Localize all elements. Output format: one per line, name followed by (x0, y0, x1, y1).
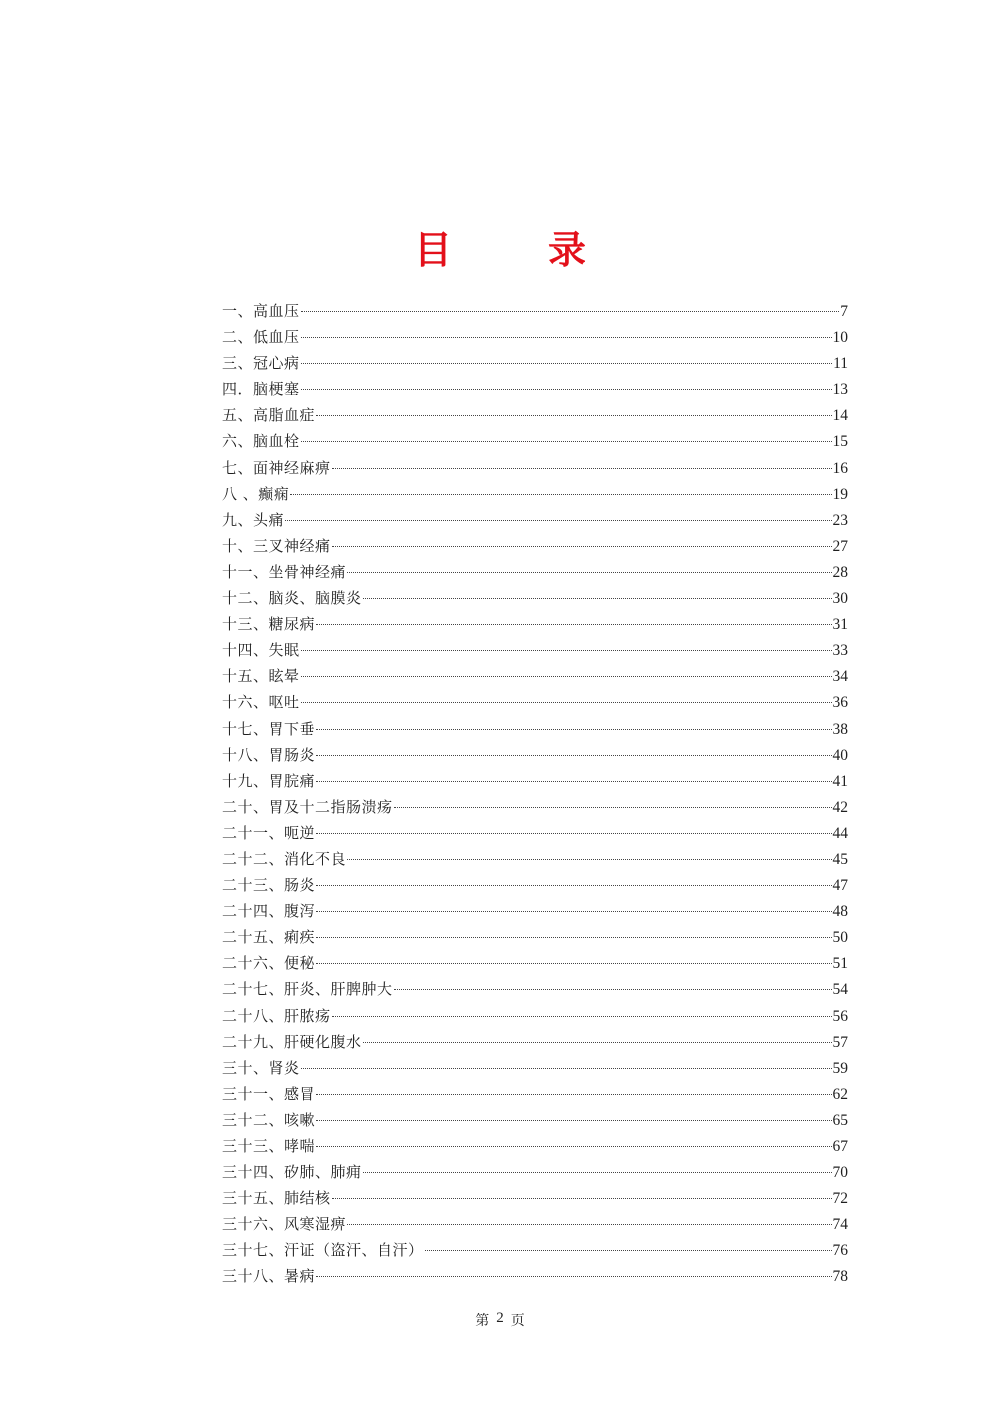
toc-dot-leader (301, 363, 833, 364)
toc-entry-label: 二十、胃及十二指肠溃疡 (222, 797, 393, 816)
toc-entry-page-number: 44 (832, 824, 848, 842)
toc-entry-label: 三十六、风寒湿痹 (222, 1215, 347, 1234)
toc-entry-label: 三十四、矽肺、肺痈 (222, 1163, 362, 1182)
toc-dot-leader (285, 520, 831, 521)
toc-dot-leader (332, 468, 832, 469)
toc-dot-leader (316, 833, 831, 834)
toc-entry[interactable] (222, 950, 848, 976)
toc-dot-leader (394, 807, 832, 808)
toc-entry[interactable] (222, 611, 848, 637)
toc-entry-label: 十三、糖尿病 (222, 615, 316, 634)
toc-entry-page-number: 78 (832, 1268, 848, 1286)
toc-dot-leader (425, 1250, 832, 1251)
toc-entry[interactable] (222, 1159, 848, 1185)
toc-dot-leader (347, 572, 831, 573)
toc-entry[interactable] (222, 481, 848, 507)
toc-entry-label: 二十六、便秘 (222, 954, 316, 973)
toc-entry-label: 三、冠心病 (222, 354, 300, 373)
toc-entry-page-number: 31 (832, 616, 848, 634)
toc-dot-leader (301, 337, 832, 338)
toc-entry-label: 四．脑梗塞 (222, 380, 300, 399)
toc-entry[interactable] (222, 298, 848, 324)
toc-entry-page-number: 47 (832, 877, 848, 895)
toc-dot-leader (347, 859, 831, 860)
toc-entry-page-number: 14 (832, 407, 848, 425)
toc-dot-leader (332, 546, 832, 547)
toc-entry[interactable] (222, 820, 848, 846)
toc-title-char-1: 目 (413, 227, 452, 272)
toc-entry-label: 六、脑血栓 (222, 432, 300, 451)
toc-entry-page-number: 72 (832, 1190, 848, 1208)
toc-entry[interactable] (222, 716, 848, 742)
toc-entry-label: 十四、失眠 (222, 641, 300, 660)
toc-entry-page-number: 42 (832, 798, 848, 816)
toc-entry-label: 十一、坐骨神经痛 (222, 562, 347, 581)
toc-entry-page-number: 50 (832, 929, 848, 947)
footer-prefix: 第 (475, 1313, 490, 1329)
toc-dot-leader (316, 624, 831, 625)
toc-entry-label: 二十七、肝炎、肝脾肿大 (222, 980, 393, 999)
toc-dot-leader (347, 1224, 831, 1225)
toc-entry[interactable] (222, 742, 848, 768)
toc-entry[interactable] (222, 324, 848, 350)
toc-entry-label: 十八、胃肠炎 (222, 745, 316, 764)
toc-entry-label: 三十二、咳嗽 (222, 1110, 316, 1129)
toc-entry[interactable] (222, 1055, 848, 1081)
toc-entry-page-number: 16 (832, 459, 848, 477)
toc-dot-leader (316, 781, 831, 782)
toc-entry-page-number: 57 (832, 1033, 848, 1051)
toc-dot-leader (316, 937, 831, 938)
toc-dot-leader (316, 1120, 831, 1121)
toc-dot-leader (394, 989, 832, 990)
toc-entry-label: 十六、呕吐 (222, 693, 300, 712)
toc-dot-leader (316, 729, 831, 730)
toc-entry[interactable] (222, 1081, 848, 1107)
toc-entry-label: 一、高血压 (222, 302, 300, 320)
toc-entry[interactable] (222, 1237, 848, 1263)
toc-entry[interactable] (222, 1211, 848, 1237)
toc-entry-page-number: 67 (832, 1138, 848, 1155)
toc-entry-label: 五、高脂血症 (222, 406, 316, 425)
toc-entry[interactable] (222, 898, 848, 924)
toc-entry[interactable] (222, 689, 848, 715)
toc-entry-page-number: 40 (832, 746, 848, 764)
toc-entry[interactable] (222, 1003, 848, 1029)
toc-entry-page-number: 65 (832, 1111, 848, 1129)
page-footer (0, 1310, 1000, 1330)
toc-entry-page-number: 30 (832, 590, 848, 608)
toc-entry-page-number: 34 (832, 668, 848, 686)
toc-entry-page-number: 33 (832, 642, 848, 660)
toc-dot-leader (363, 1042, 832, 1043)
toc-entry[interactable] (222, 585, 848, 611)
table-of-contents (222, 298, 848, 1290)
toc-entry-page-number: 45 (832, 850, 848, 868)
toc-entry-label: 八 、癫痫 (222, 484, 290, 503)
toc-dot-leader (290, 494, 831, 495)
toc-entry[interactable] (222, 976, 848, 1002)
toc-entry-label: 三十七、汗证（盗汗、自汗） (222, 1241, 424, 1260)
toc-entry-page-number: 13 (832, 381, 848, 399)
toc-dot-leader (301, 1068, 832, 1069)
toc-entry[interactable] (222, 794, 848, 820)
toc-entry[interactable] (222, 637, 848, 663)
toc-dot-leader (332, 1198, 832, 1199)
toc-entry-page-number: 15 (832, 433, 848, 451)
toc-entry-label: 十二、脑炎、脑膜炎 (222, 589, 362, 608)
toc-entry-label: 三十、肾炎 (222, 1058, 300, 1077)
toc-entry-label: 十七、胃下垂 (222, 719, 316, 738)
toc-entry-label: 二十八、肝脓疡 (222, 1006, 331, 1025)
toc-entry-label: 二十三、肠炎 (222, 876, 316, 895)
toc-entry-label: 十、三叉神经痛 (222, 536, 331, 555)
toc-entry-label: 二十九、肝硬化腹水 (222, 1032, 362, 1051)
toc-entry[interactable] (222, 846, 848, 872)
toc-dot-leader (301, 389, 832, 390)
toc-dot-leader (316, 415, 831, 416)
toc-dot-leader (363, 1172, 832, 1173)
toc-entry-page-number: 27 (832, 537, 848, 555)
toc-title-char-2: 录 (548, 227, 587, 272)
toc-entry[interactable] (222, 924, 848, 950)
toc-entry-page-number: 23 (832, 511, 848, 529)
toc-dot-leader (301, 441, 832, 442)
toc-entry[interactable] (222, 507, 848, 533)
toc-entry[interactable] (222, 1133, 848, 1159)
toc-dot-leader (316, 1094, 831, 1095)
toc-entry-page-number: 56 (832, 1007, 848, 1025)
toc-entry[interactable] (222, 428, 848, 454)
toc-entry-page-number: 28 (832, 563, 848, 581)
toc-entry[interactable] (222, 1107, 848, 1133)
toc-entry[interactable] (222, 533, 848, 559)
toc-entry-label: 二十五、痢疾 (222, 928, 316, 947)
toc-entry-page-number: 19 (832, 485, 848, 503)
toc-entry-page-number: 41 (832, 772, 848, 790)
toc-dot-leader (316, 1146, 831, 1147)
toc-entry[interactable] (222, 663, 848, 689)
toc-entry-page-number: 48 (832, 903, 848, 921)
toc-entry-page-number: 7 (840, 303, 848, 320)
toc-entry[interactable] (222, 1185, 848, 1211)
toc-entry-label: 三十八、暑病 (222, 1267, 316, 1286)
toc-entry[interactable] (222, 1263, 848, 1289)
toc-entry-page-number: 11 (833, 355, 848, 373)
toc-entry-label: 三十一、感冒 (222, 1084, 316, 1103)
toc-entry-page-number: 54 (832, 981, 848, 999)
toc-dot-leader (301, 676, 832, 677)
toc-entry-page-number: 59 (832, 1059, 848, 1077)
toc-entry[interactable] (222, 768, 848, 794)
toc-dot-leader (301, 702, 832, 703)
toc-entry-label: 十九、胃脘痛 (222, 771, 316, 790)
toc-entry[interactable] (222, 402, 848, 428)
toc-entry-page-number: 51 (832, 955, 848, 973)
toc-entry-label: 三十五、肺结核 (222, 1189, 331, 1208)
toc-entry-label: 十五、眩晕 (222, 667, 300, 686)
toc-dot-leader (316, 963, 831, 964)
toc-dot-leader (301, 650, 832, 651)
toc-entry[interactable] (222, 350, 848, 376)
toc-entry-label: 二、低血压 (222, 328, 300, 347)
footer-suffix: 页 (510, 1313, 525, 1329)
toc-entry[interactable] (222, 376, 848, 402)
toc-entry[interactable] (222, 455, 848, 481)
toc-entry-label: 二十二、消化不良 (222, 849, 347, 868)
footer-page-number: 2 (496, 1310, 504, 1326)
toc-entry-label: 二十一、呃逆 (222, 823, 316, 842)
toc-dot-leader (316, 885, 831, 886)
toc-dot-leader (316, 755, 831, 756)
toc-entry-label: 七、面神经麻痹 (222, 458, 331, 477)
toc-entry-label: 二十四、腹泻 (222, 902, 316, 921)
toc-entry-page-number: 70 (832, 1164, 848, 1182)
toc-entry-label: 九、头痛 (222, 510, 285, 529)
toc-entry-page-number: 74 (832, 1216, 848, 1234)
toc-entry-page-number: 62 (832, 1085, 848, 1103)
toc-dot-leader (332, 1016, 832, 1017)
toc-entry-page-number: 38 (832, 720, 848, 738)
toc-entry-label: 三十三、哮喘 (222, 1137, 316, 1155)
toc-entry[interactable] (222, 1029, 848, 1055)
toc-entry-page-number: 10 (832, 329, 848, 347)
toc-entry[interactable] (222, 559, 848, 585)
toc-title (0, 222, 1000, 278)
toc-entry[interactable] (222, 872, 848, 898)
toc-dot-leader (301, 311, 840, 312)
toc-dot-leader (316, 1276, 831, 1277)
toc-entry-page-number: 36 (832, 694, 848, 712)
toc-dot-leader (363, 598, 832, 599)
toc-entry-page-number: 76 (832, 1242, 848, 1260)
toc-dot-leader (316, 911, 831, 912)
